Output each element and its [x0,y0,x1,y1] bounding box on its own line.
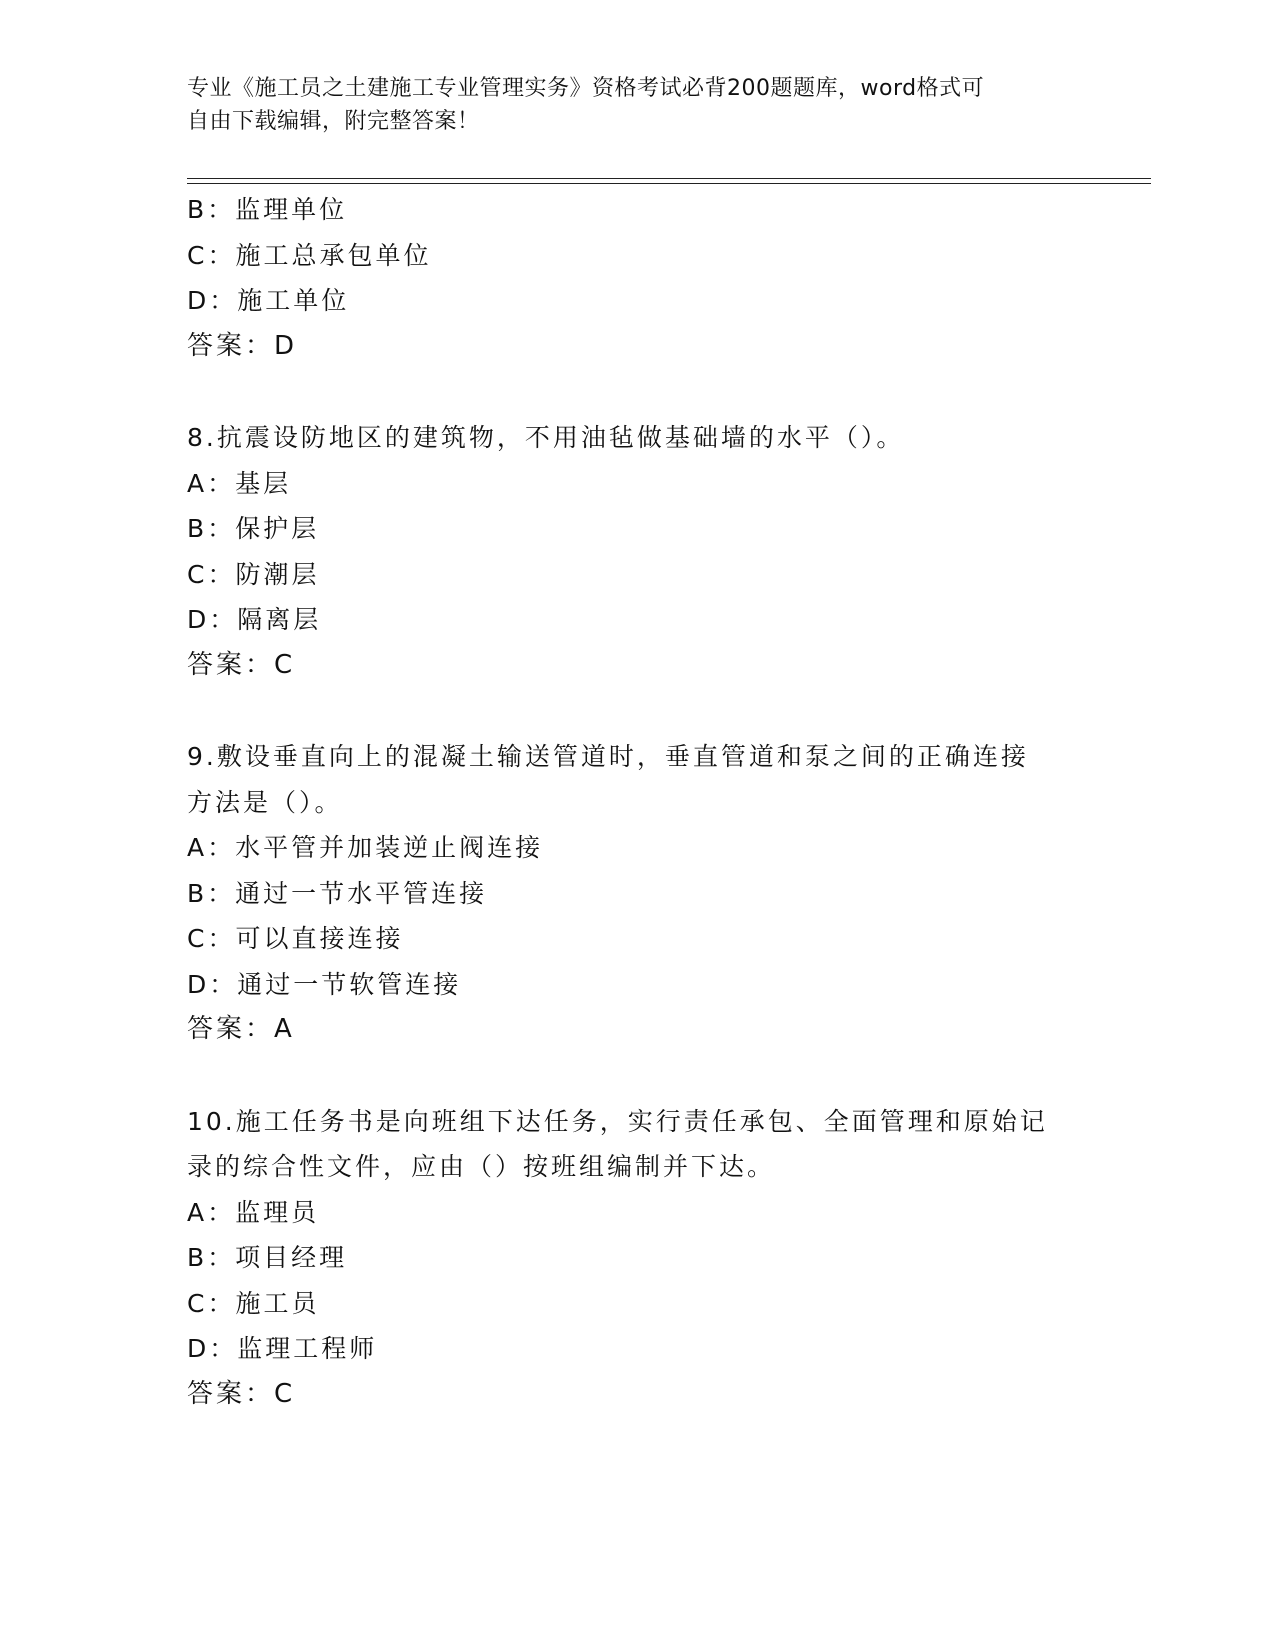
document-header [187,72,1087,138]
question-text-continued: 录的综合性文件，应由（）按班组编制并下达。 [187,1152,776,1181]
option-d: D：施工单位 [187,286,350,315]
option-c: C：施工总承包单位 [187,240,432,270]
header-rule-top [187,178,1151,179]
answer-line: 答案：C [187,1378,296,1409]
option-b: B：项目经理 [187,1243,348,1272]
question-block-8 [187,415,1087,688]
option-a: A：基层 [187,468,292,498]
question-block-7-continued [187,187,1087,369]
answer-line: 答案：A [187,1014,295,1044]
option-b: B：监理单位 [187,195,348,224]
header-rule-bottom [187,183,1151,184]
option-d: D：监理工程师 [187,1334,378,1363]
option-d: D：隔离层 [187,605,322,634]
option-c: C：可以直接连接 [187,924,404,953]
option-a: A：监理员 [187,1197,320,1227]
question-list [187,187,1087,1417]
answer-line: 答案：C [187,649,296,680]
question-block-10 [187,1099,1087,1418]
question-text-continued: 方法是（）。 [187,787,343,817]
answer-line: 答案：D [187,330,298,361]
option-c: C：施工员 [187,1288,320,1318]
question-text: 9.敷设垂直向上的混凝土输送管道时，垂直管道和泵之间的正确连接 [187,742,1029,771]
header-line-2: 自由下载编辑，附完整答案！ [187,109,480,134]
question-text: 8.抗震设防地区的建筑物，不用油毡做基础墙的水平（）。 [187,423,905,452]
option-d: D：通过一节软管连接 [187,969,462,999]
header-line-1: 专业《施工员之土建施工专业管理实务》资格考试必背200题题库，word格式可 [187,76,985,101]
option-c: C：防潮层 [187,559,320,589]
question-text: 10.施工任务书是向班组下达任务，实行责任承包、全面管理和原始记 [187,1106,1048,1136]
option-a: A：水平管并加装逆止阀连接 [187,833,544,862]
option-b: B：保护层 [187,514,320,543]
question-block-9 [187,734,1087,1053]
option-b: B：通过一节水平管连接 [187,878,488,908]
